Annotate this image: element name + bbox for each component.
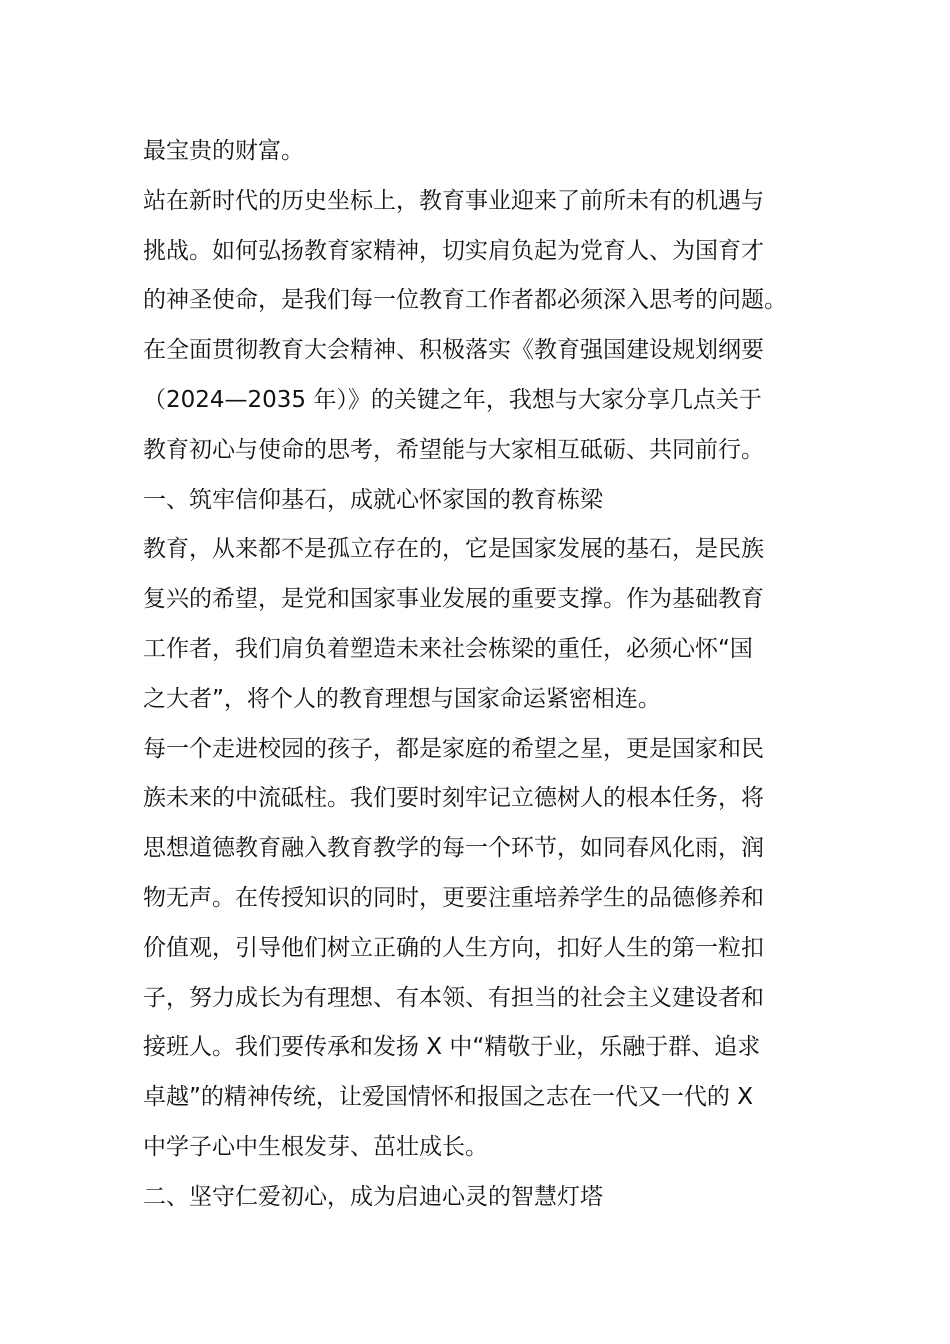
text-line: 思想道德教育融入教育教学的每一个环节，如同春风化雨，润 (143, 835, 764, 862)
document-body (143, 127, 813, 1223)
text-line: 物无声。在传授知识的同时，更要注重培养学生的品德修养和 (143, 884, 764, 911)
text-line: 每一个走进校园的孩子，都是家庭的希望之星，更是国家和民 (143, 735, 764, 762)
text-line: 的神圣使命，是我们每一位教育工作者都必须深入思考的问题。 (143, 287, 787, 314)
text-line: 工作者，我们肩负着塑造未来社会栋梁的重任，必须心怀“国 (143, 635, 753, 662)
text-line: 站在新时代的历史坐标上，教育事业迎来了前所未有的机遇与 (143, 187, 764, 214)
text-line: 复兴的希望，是党和国家事业发展的重要支撑。作为基础教育 (143, 586, 764, 613)
text-line: 中学子心中生根发芽、茁壮成长。 (143, 1133, 488, 1160)
text-line: 教育初心与使命的思考，希望能与大家相互砥砺、共同前行。 (143, 436, 764, 463)
text-line: 卓越”的精神传统，让爱国情怀和报国之志在一代又一代的 X (143, 1084, 753, 1111)
text-line: 族未来的中流砥柱。我们要时刻牢记立德树人的根本任务，将 (143, 785, 764, 812)
text-line: 挑战。如何弘扬教育家精神，切实肩负起为党育人、为国育才 (143, 237, 764, 264)
text-line: 在全面贯彻教育大会精神、积极落实《教育强国建设规划纲要 (143, 337, 764, 364)
text-line: （2024—2035 年）》的关键之年，我想与大家分享几点关于 (143, 386, 762, 413)
text-line: 价值观，引导他们树立正确的人生方向，扣好人生的第一粒扣 (143, 934, 764, 961)
text-line: 教育，从来都不是孤立存在的，它是国家发展的基石，是民族 (143, 536, 764, 563)
section-heading: 一、筑牢信仰基石，成就心怀家国的教育栋梁 (143, 486, 603, 513)
text-line: 最宝贵的财富。 (143, 138, 304, 164)
section-heading: 二、坚守仁爱初心，成为启迪心灵的智慧灯塔 (143, 1183, 603, 1210)
text-line: 子，努力成长为有理想、有本领、有担当的社会主义建设者和 (143, 984, 764, 1011)
text-line: 之大者”，将个人的教育理想与国家命运紧密相连。 (143, 685, 661, 712)
text-line: 接班人。我们要传承和发扬 X 中“精敬于业，乐融于群、追求 (143, 1034, 761, 1061)
